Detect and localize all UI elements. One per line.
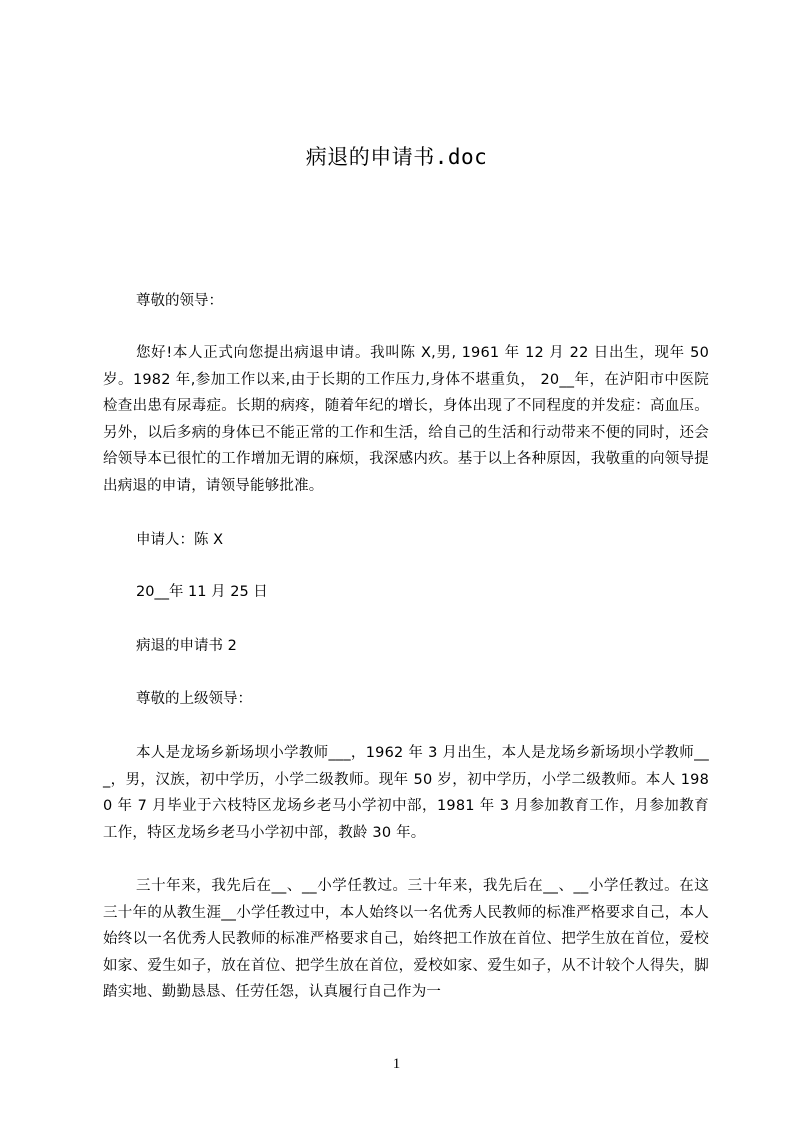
body-paragraph-3: 三十年来，我先后在__、__小学任教过。三十年来，我先后在__、__小学任教过。在这三十年的从教生涯__小学任教过中，本人始终以一名优秀人民教师的标准严格要求自己，本人始终以一名优秀人民教师的标准严格要求自己，始终把工作放在首位、把学生放在首位，爱校如家、爱生如子，放在首位、把学生放在首位，爱校如家、爱生如子，从不计较个人得失，脚踏实地、勤勤恳恳、任劳任怨，认真履行自己作为一: [103, 878, 709, 1000]
body-paragraph-2: 本人是龙场乡新场坝小学教师___，1962 年 3 月出生，本人是龙场乡新场坝小学教师___，男，汉族，初中学历，小学二级教师。现年 50 岁，初中学历，小学二级教师。本人 1980 年 7 月毕业于六枝特区龙场乡老马小学初中部，1981 年 3 月参加教育工作，月参加教育工作，特区龙场乡老马小学初中部，教龄 30 年。: [103, 745, 709, 841]
document-title: 病退的申请书.doc: [305, 145, 488, 169]
page-number: 1: [392, 1056, 401, 1072]
body-paragraph-1: 您好!本人正式向您提出病退申请。我叫陈 X,男, 1961 年 12 月 22 日出生，现年 50 岁。1982 年,参加工作以来,由于长期的工作压力,身体不堪重负， 20__年，在泸阳市中医院检查出患有尿毒症。长期的病疼，随着年纪的增长，身体出现了不同程度的并发症：高血压。另外，以后多病的身体已不能正常的工作和生活，给自己的生活和行动带来不便的同时，还会给领导本已很忙的工作增加无谓的麻烦，我深感内疚。基于以上各种原因，我敬重的向领导提出病退的申请，请领导能够批准。: [103, 345, 709, 494]
applicant-line: 申请人：陈 X: [136, 532, 224, 548]
subtitle-2: 病退的申请书 2: [136, 638, 237, 654]
date-line: 20__年 11 月 25 日: [136, 584, 268, 600]
greeting-2: 尊敬的上级领导：: [136, 691, 252, 707]
greeting-1: 尊敬的领导：: [136, 293, 223, 309]
